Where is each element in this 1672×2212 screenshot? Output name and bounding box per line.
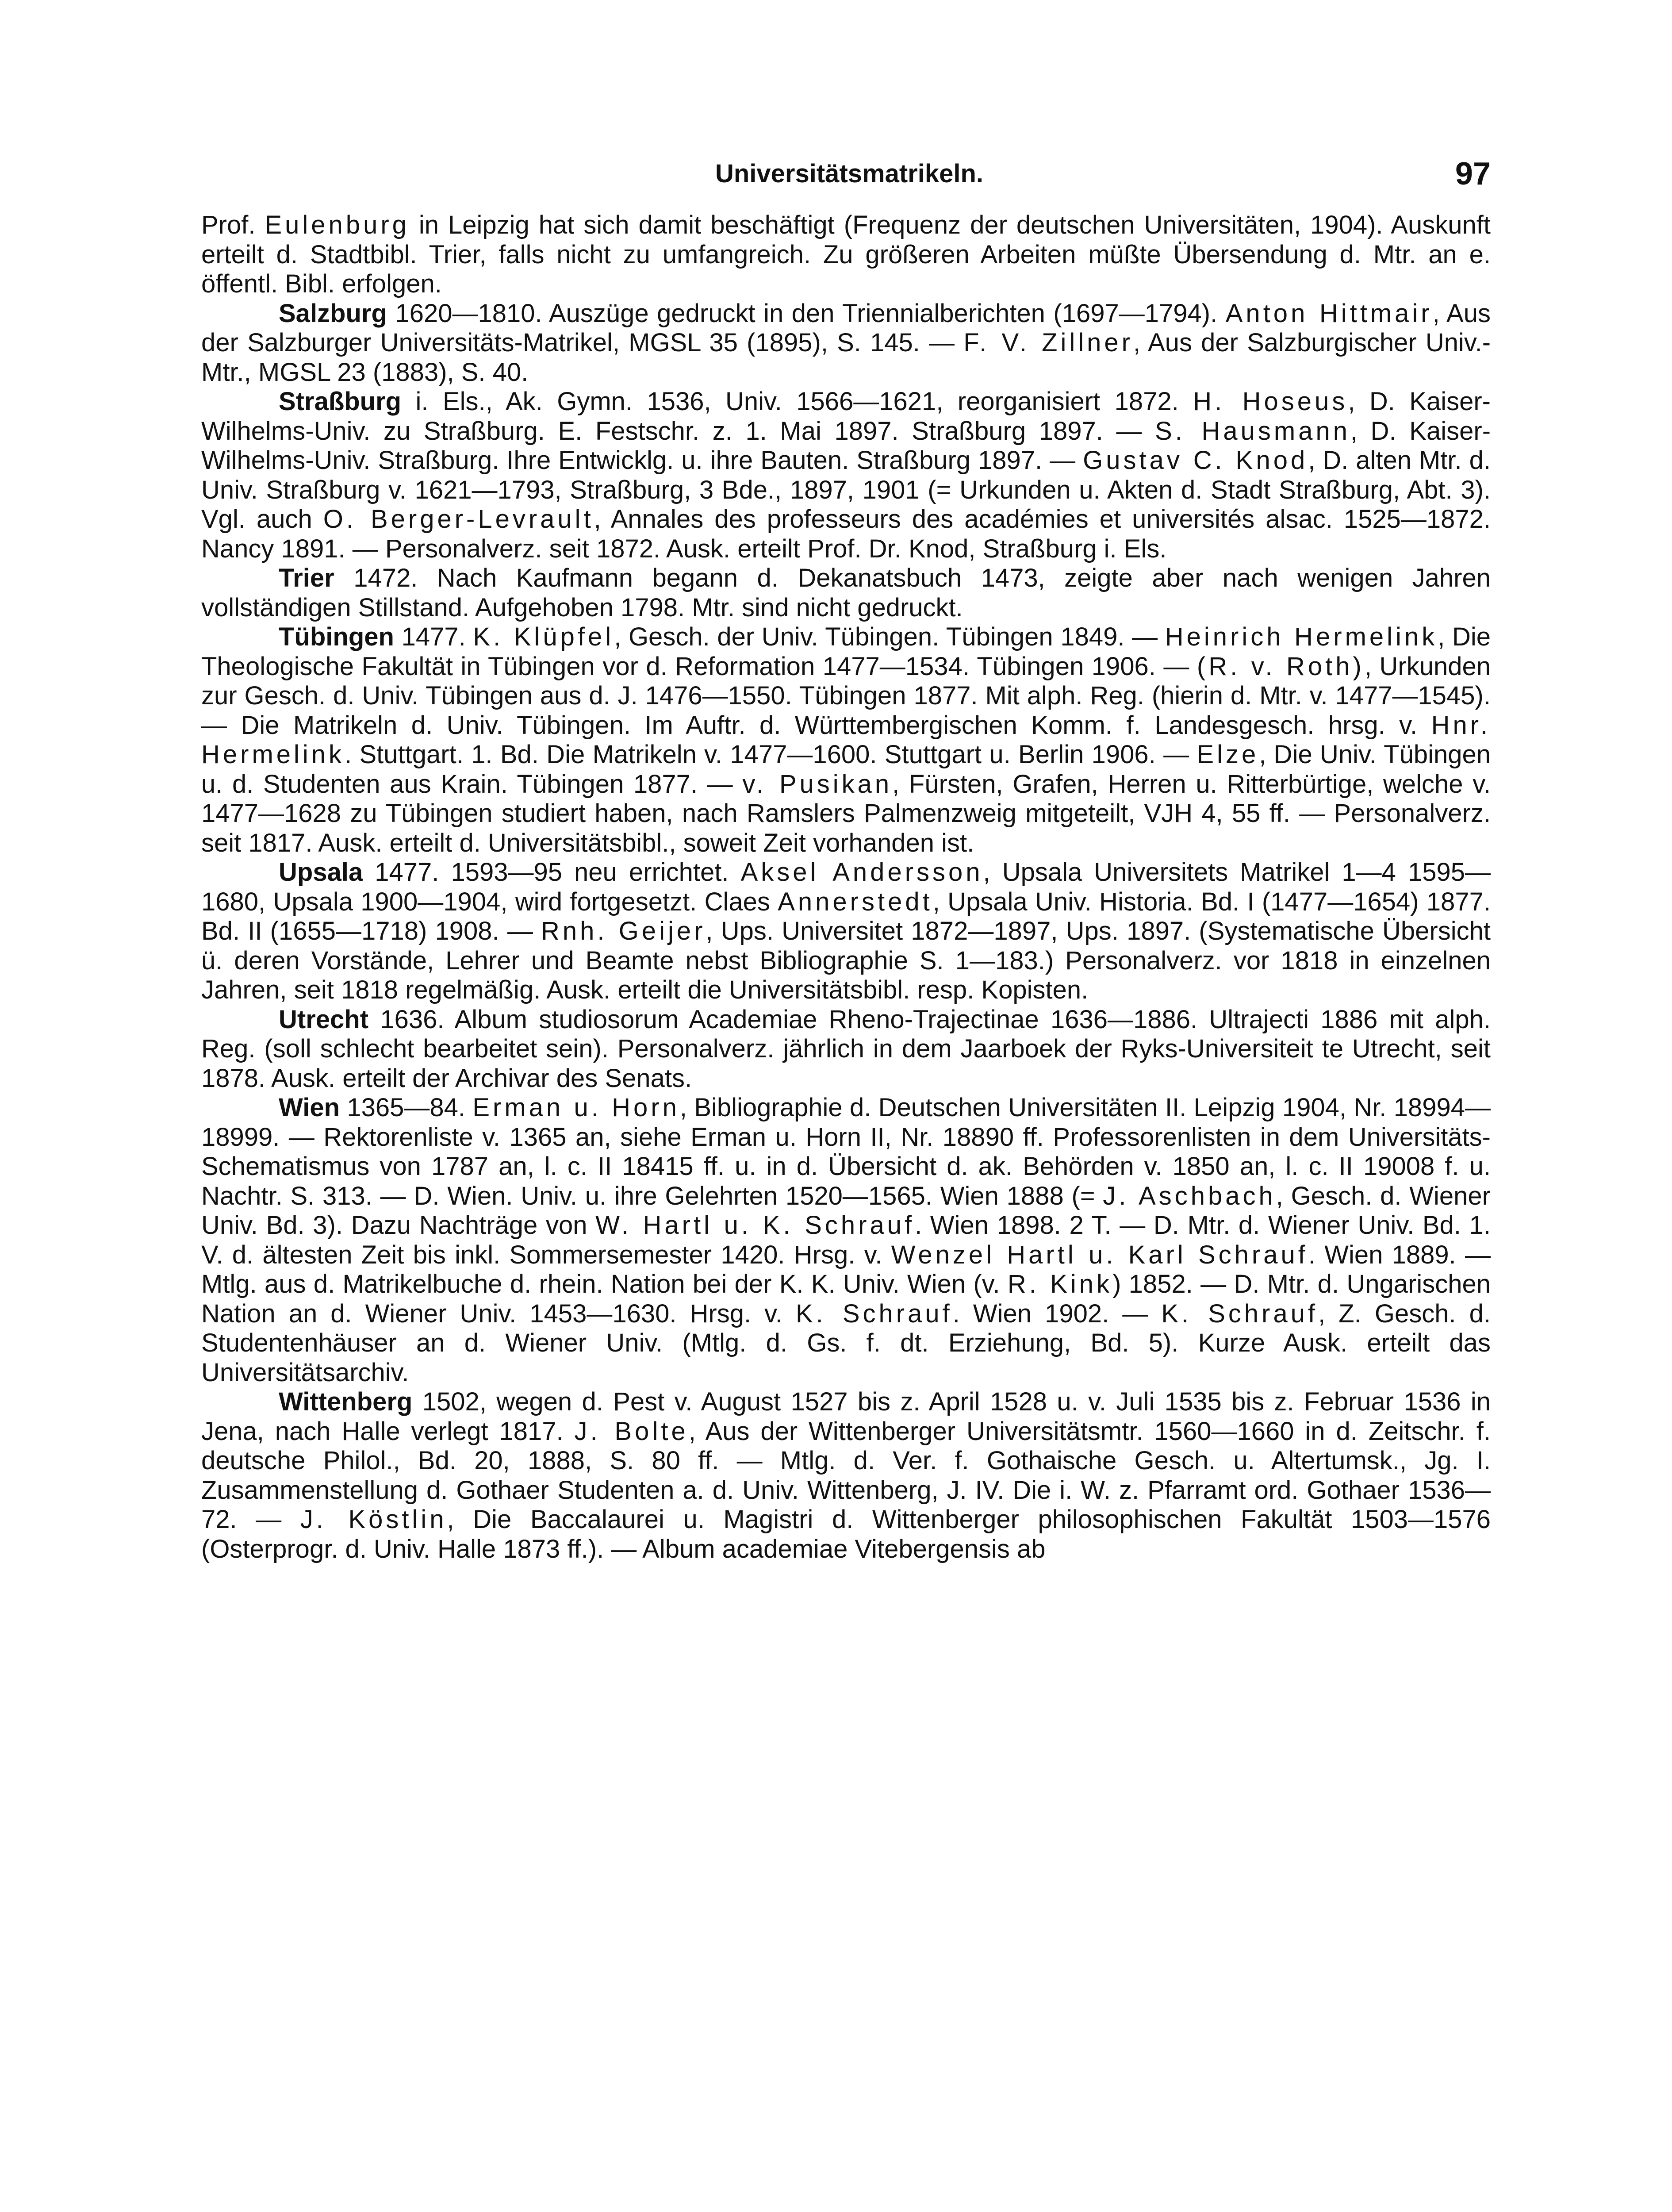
text-run: , Z. Gesch. d. Studentenhäuser an d. Wiener Univ. (Mtlg. d. Gs. f. dt. Erziehung, Bd. 5). Kurze Ausk. erteilt das Universitätsarchiv. bbox=[201, 1299, 1491, 1387]
paragraph bbox=[201, 1005, 1491, 1094]
entry-heading: Utrecht bbox=[279, 1005, 369, 1034]
text-run: . Wien 1889. — Mtlg. aus d. Matrikelbuche d. rhein. Nation bei der K. K. Univ. Wien (v. bbox=[201, 1240, 1491, 1298]
text-run: , Annales des professeurs des académies et universités alsac. 1525—1872. Nancy 1891. — Personalverz. seit 1872. Ausk. erteilt Prof. Dr. Knod, Straßburg i. Els. bbox=[201, 505, 1491, 563]
text-run: , Die Theologische Fakultät in Tübingen vor d. Reformation 1477—1534. Tübingen 1906. — bbox=[201, 622, 1491, 681]
author-name: v. Pusikan bbox=[742, 769, 893, 799]
entry-heading: Straßburg bbox=[279, 387, 402, 416]
text-run: , Aus der Salzburgischer Univ.-Mtr., MGSL 23 (1883), S. 40. bbox=[201, 328, 1491, 387]
author-name: Rnh. Geijer bbox=[541, 917, 706, 945]
entry-heading: Salzburg bbox=[279, 299, 387, 328]
running-title: Universitätsmatrikeln. bbox=[715, 159, 984, 188]
entry-heading: Wien bbox=[279, 1093, 340, 1122]
text-run: in Leipzig hat sich damit beschäftigt (Frequenz der deutschen Universitäten, 1904). Auskunft erteilt d. Stadtbibl. Trier, falls nicht zu umfangreich. Zu größeren Arbeiten müßte Übersendung d. Mtr. an e. öffentl. Bibl. erfolgen. bbox=[201, 211, 1491, 298]
text-run: , Die Baccalaurei u. Magistri d. Wittenberger philosophischen Fakultät 1503—1576 (Osterprogr. d. Univ. Halle 1873 ff.). — Album academiae Vitebergensis ab bbox=[201, 1505, 1491, 1563]
author-name: Aksel Andersson bbox=[740, 858, 983, 887]
text-run: 1502, wegen d. Pest v. August 1527 bis z. April 1528 u. v. Juli 1535 bis z. Februar 1536 in Jena, nach Halle verlegt 1817. bbox=[201, 1387, 1491, 1446]
author-name: K. Schrauf bbox=[796, 1299, 953, 1328]
author-name: O. Berger-Levrault bbox=[323, 505, 594, 534]
author-name: Anton Hittmair bbox=[1225, 299, 1433, 328]
entry-heading: Upsala bbox=[279, 858, 363, 887]
text-run: , Urkunden zur Gesch. d. Univ. Tübingen aus d. J. 1476—1550. Tübingen 1877. Mit alph. Reg. (hierin d. Mtr. v. 1477—1545). — Die Matrikeln d. Univ. Tübingen. Im Auftr. d. Württembergischen Komm. f. Landesgesch. hrsg. v. bbox=[201, 652, 1491, 740]
author-name: Heinrich Hermelink bbox=[1165, 622, 1438, 651]
text-run: , D. alten Mtr. d. Univ. Straßburg v. 1621—1793, Straßburg, 3 Bde., 1897, 1901 (= Urkunden u. Akten d. Stadt Straßburg, Abt. 3). Vgl. auch bbox=[201, 446, 1491, 534]
text-run: , Gesch. der Univ. Tübingen. Tübingen 1849. — bbox=[614, 622, 1165, 651]
text-run: 1365—84. bbox=[340, 1093, 473, 1122]
author-name: Erman u. Horn bbox=[472, 1093, 680, 1122]
paragraph bbox=[201, 858, 1491, 1005]
text-run: 1477. 1593—95 neu errichtet. bbox=[363, 858, 741, 887]
body-text bbox=[201, 211, 1491, 1564]
author-name: J. Köstlin bbox=[300, 1505, 447, 1534]
author-name: F. V. Zillner bbox=[963, 328, 1133, 357]
text-run: . Stuttgart. 1. Bd. Die Matrikeln v. 1477—1600. Stuttgart u. Berlin 1906. — bbox=[345, 740, 1197, 769]
text-run: , D. Kaiser-Wilhelms-Univ. zu Straßburg. E. Festschr. z. 1. Mai 1897. Straßburg 1897. — bbox=[201, 387, 1491, 445]
text-run: , Gesch. d. Wiener Univ. Bd. 3). Dazu Nachträge von bbox=[201, 1181, 1491, 1240]
author-name: K. Schrauf bbox=[1161, 1299, 1319, 1328]
text-run: , Ups. Universitet 1872—1897, Ups. 1897. (Systematische Übersicht ü. deren Vorstände, Lehrer und Beamte nebst Bibliographie S. 1—183.) Personalverz. vor 1818 in einzelnen Jahren, seit 1818 regelmäßig. Ausk. erteilt die Universitätsbibl. resp. Kopisten. bbox=[201, 917, 1491, 1004]
author-name: R. Kink bbox=[1007, 1270, 1113, 1298]
author-name: S. Hausmann bbox=[1155, 416, 1350, 445]
text-run: Prof. bbox=[201, 211, 265, 239]
page-number: 97 bbox=[1455, 156, 1491, 192]
author-name: K. Klüpfel bbox=[473, 622, 614, 651]
author-name: J. Bolte bbox=[574, 1417, 689, 1446]
author-name: W. Hartl u. K. Schrauf bbox=[595, 1211, 915, 1240]
author-name: Gustav C. Knod bbox=[1083, 446, 1308, 475]
author-name: (R. v. Roth) bbox=[1196, 652, 1365, 681]
text-run: , Upsala Universitets Matrikel 1—4 1595—1680, Upsala 1900—1904, wird fortgesetzt. Claes bbox=[201, 858, 1491, 916]
text-run: , Die Univ. Tübingen u. d. Studenten aus Krain. Tübingen 1877. — bbox=[201, 740, 1491, 799]
text-run: , Upsala Univ. Historia. Bd. I (1477—1654) 1877. Bd. II (1655—1718) 1908. — bbox=[201, 887, 1491, 945]
paragraph bbox=[201, 211, 1491, 299]
author-name: Annerstedt bbox=[778, 887, 933, 916]
author-name: Elze bbox=[1196, 740, 1259, 769]
paragraph bbox=[201, 299, 1491, 388]
text-run: 1636. Album studiosorum Academiae Rheno-Trajectinae 1636—1886. Ultrajecti 1886 mit alph. Reg. (soll schlecht bearbeitet sein). Personalverz. jährlich in dem Jaarboek der Ryks-Universiteit te Utrecht, seit 1878. Ausk. erteilt der Archivar des Senats. bbox=[201, 1005, 1491, 1093]
page-header bbox=[208, 154, 1491, 198]
author-name: Eulenburg bbox=[265, 211, 410, 239]
author-name: Wenzel Hartl u. Karl Schrauf bbox=[891, 1240, 1308, 1269]
text-run: , Fürsten, Grafen, Herren u. Ritterbürtige, welche v. 1477—1628 zu Tübingen studiert haben, nach Ramslers Palmenzweig mitgeteilt, VJH 4, 55 ff. — Personalverz. seit 1817. Ausk. erteilt d. Universitätsbibl., soweit Zeit vorhanden ist. bbox=[201, 769, 1491, 857]
paragraph bbox=[201, 387, 1491, 564]
text-run: , Aus der Salzburger Universitäts-Matrikel, MGSL 35 (1895), S. 145. — bbox=[201, 299, 1491, 357]
paragraph bbox=[201, 1093, 1491, 1387]
text-run: ) 1852. — D. Mtr. d. Ungarischen Nation an d. Wiener Univ. 1453—1630. Hrsg. v. bbox=[201, 1270, 1491, 1328]
text-run: , D. Kaiser-Wilhelms-Univ. Straßburg. Ihre Entwicklg. u. ihre Bauten. Straßburg 1897. — bbox=[201, 416, 1491, 475]
entry-heading: Wittenberg bbox=[279, 1387, 413, 1416]
text-run: , Aus der Wittenberger Universitätsmtr. 1560—1660 in d. Zeitschr. f. deutsche Philol., Bd. 20, 1888, S. 80 ff. — Mtlg. d. Ver. f. Gothaische Gesch. u. Altertumsk., Jg. I. Zusammenstellung d. Gothaer Studenten a. d. Univ. Wittenberg, J. IV. Die i. W. z. Pfarramt ord. Gothaer 1536—72. — bbox=[201, 1417, 1491, 1534]
author-name: J. Aschbach bbox=[1103, 1181, 1276, 1210]
paragraph bbox=[201, 1387, 1491, 1564]
text-run: 1472. Nach Kaufmann begann d. Dekanatsbuch 1473, zeigte aber nach wenigen Jahren vollständigen Stillstand. Aufgehoben 1798. Mtr. sind nicht gedruckt. bbox=[201, 564, 1491, 622]
author-name: Hnr. Hermelink bbox=[201, 710, 1491, 769]
paragraph bbox=[201, 622, 1491, 858]
text-run: . Wien 1902. — bbox=[952, 1299, 1162, 1328]
author-name: H. Hoseus bbox=[1193, 387, 1348, 416]
entry-heading: Trier bbox=[279, 564, 334, 592]
text-run: , Bibliographie d. Deutschen Universitäten II. Leipzig 1904, Nr. 18994—18999. — Rektorenliste v. 1365 an, siehe Erman u. Horn II, Nr. 18890 ff. Professorenlisten in dem Universitäts-Schematismus von 1787 an, l. c. II 18415 ff. u. in d. Übersicht d. ak. Behörden v. 1850 an, l. c. II 19008 f. u. Nachtr. S. 313. — D. Wien. Univ. u. ihre Gelehrten 1520—1565. Wien 1888 (= bbox=[201, 1093, 1491, 1210]
text-run: 1477. bbox=[394, 622, 473, 651]
text-run: . Wien 1898. 2 T. — D. Mtr. d. Wiener Univ. Bd. 1. V. d. ältesten Zeit bis inkl. Sommersemester 1420. Hrsg. v. bbox=[201, 1211, 1491, 1269]
paragraph bbox=[201, 564, 1491, 622]
text-run: i. Els., Ak. Gymn. 1536, Univ. 1566—1621, reorganisiert 1872. bbox=[401, 387, 1193, 416]
text-run: 1620—1810. Auszüge gedruckt in den Triennialberichten (1697—1794). bbox=[387, 299, 1226, 328]
entry-heading: Tübingen bbox=[279, 622, 394, 651]
